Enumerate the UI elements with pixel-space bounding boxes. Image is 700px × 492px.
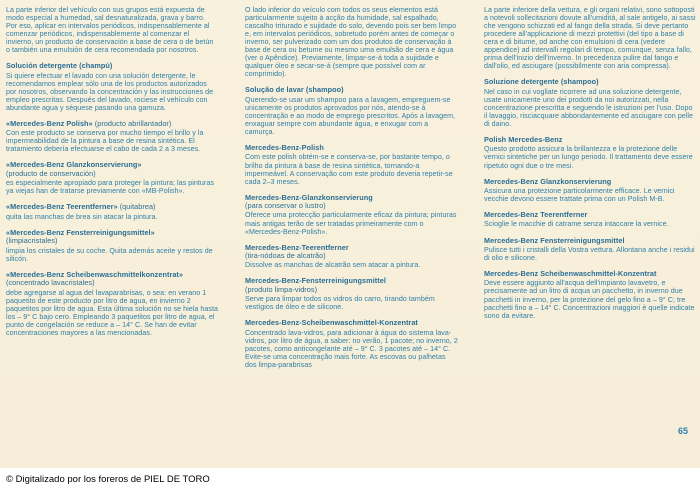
section-heading-subtitle: (produto limpa-vidros) — [245, 284, 318, 294]
section-heading — [484, 237, 697, 245]
section-heading — [484, 211, 697, 219]
page-number: 65 — [677, 426, 688, 436]
section-heading-text: «Mercedes-Benz Fensterreinigungsmittel» — [6, 227, 155, 237]
column-spanish — [6, 6, 218, 343]
section-heading-text: Mercedes-Benz-Teerentferner — [245, 242, 349, 252]
body-paragraph: Con este producto se conserva por mucho tiempo el brillo y la impermeabilidad de la pintura a base de resina sintética. El tratamiento debería efectuarse el cabo de cada 2 a 3 meses. — [6, 129, 204, 154]
section-heading-text: Solución detergente (champú) — [6, 61, 113, 71]
section-heading — [245, 86, 459, 94]
section-heading-text: Polish Mercedes-Benz — [484, 135, 563, 145]
body-paragraph: Serve para limpar todos os vidros do carro, tirando também vestígios de óleo e de silicone. — [245, 295, 435, 312]
section-heading-text: Mercedes-Benz-Polish — [245, 143, 324, 153]
body-paragraph: Scioglie le macchie di catrame senza intaccare la vernice. — [484, 220, 669, 229]
body-paragraph: Nel caso in cui vogliate ricorrere ad una soluzione detergente, usate unicamente uno dei prodotti da noi autorizzati, nella concentrazione prescritta e seguendo le istruzioni per l'uso. Dopo il lavaggio, risciacquare abbondantemente ed asciugare con pelle di daino. — [484, 87, 694, 128]
body-paragraph: Concentrado lava-vidros, para adicionar à água do sistema lava-vidros, por litro de água, a saber: no verão, 1 pacote; no inverno, 2 pacotes, como anticongelante até – 9° C. 3 pacotes até – 14° C. Evite-se uma concentração mais forte. As escovas ou palhetas dos limpa-parabrisas — [245, 328, 458, 369]
body-paragraph: es especialmente apropiado para proteger la pintura; las pinturas ya viejas han de tratarse previamente con «MB-Polish». — [6, 179, 214, 196]
section-heading-text: «Mercedes-Benz Scheibenwaschmittelkonzentrat» — [6, 269, 184, 279]
section-heading-subtitle: (tira-nódoas de alcatrão) — [245, 251, 326, 261]
body-paragraph: Querendo-se usar um shampoo para a lavagem, empreguem-se unicamente os produtos aprovados por nós, atendo-se à concentração e ao modo de emprego prescritos. Após a lavagem, enxaguar sempre com abundante água, e enxugar com a camurça. — [245, 95, 456, 137]
section-heading-subtitle: (producto de conservación) — [6, 168, 96, 178]
body-paragraph: quita las manchas de brea sin atacar la pintura. — [6, 212, 158, 221]
body-paragraph: Questo prodotto assicura la brillantezza e la protezione delle vernici sintetiche per un lungo periodo. Il trattamento deve essere ripetuto ogni due o tre mesi. — [484, 145, 693, 170]
section-heading — [6, 62, 218, 70]
column-portuguese — [245, 6, 459, 375]
section-heading — [245, 319, 459, 327]
section-heading — [484, 78, 697, 86]
column-italian — [484, 6, 697, 326]
body-paragraph: Deve essere aggiunto all'acqua dell'impianto lavavetro, e precisamente ad un litro di acqua un pacchetto, in inverno due pacchetti in inverno, per la protezione del gelo fino a – 9° C; tre pacchetti fino a – 14° C. Concentrazioni maggiori è quelle indicate sono da evitare. — [484, 279, 695, 320]
section-heading-subtitle: (para conservar o lustro) — [245, 201, 326, 211]
section-heading — [245, 194, 459, 211]
section-heading — [245, 244, 459, 261]
section-heading-subtitle: (producto abrillantador) — [92, 118, 172, 128]
section-heading-text: Mercedes-Benz-Fensterreinigungsmittel — [245, 276, 386, 286]
body-paragraph: Com este polish obtém-se e conserva-se, por bastante tempo, o brilho da pintura à base de resina sintética, tornando-a impermeável. A conservação com este produto deveria repetir-se cada 2–3 meses. — [245, 153, 453, 186]
section-heading — [6, 120, 218, 128]
section-heading-text: Mercedes-Benz Teerentferner — [484, 210, 588, 220]
body-paragraph: Dissolve as manchas de alcatrão sem atacar a pintura. — [245, 261, 421, 270]
body-paragraph: Si quiere efectuar el lavado con una solución detergente, le recomendamos emplear sólo una de los productos autorizados por nosotros, observando la concentración y las instrucciones de empleo prescritas. Después del lavado, rociese el vehículo con abundante agua y séquese pasando una gamuza. — [6, 71, 214, 112]
section-heading-subtitle: (limpiacristales) — [6, 236, 58, 246]
body-paragraph: Assicura una protezione particolarmente efficace. Le vernici vecchie devono essere trattate prima con un Polish M-B. — [484, 186, 675, 204]
section-heading — [6, 161, 218, 178]
section-heading-text: Mercedes-Benz-Glanzkonservierung — [245, 192, 373, 202]
section-heading-text: Mercedes-Benz Glanzkonservierung — [484, 176, 612, 186]
section-heading-subtitle: (quitabrea) — [117, 202, 156, 212]
body-paragraph: O lado inferior do veículo com todos os seus elementos está particularmente sujeito à acção da humidade, sal espalhado, cascalho triturado e sujidade do solo, devendo pois ser bem limpo e, em intervalos periódicos, sobretudo porém antes de começar o inverno, ser pulverizado com um dos produtos de conservação à base de cera ou betume ou mesmo uma emulsão de cera e água (ver o Apêndice). Previamente, limpar-se-á toda a sujidade e qualquer óleo e secar-se-á (sempre que possível com ar comprimido). — [245, 6, 457, 79]
section-heading-text: Mercedes-Benz-Scheibenwaschmittel-Konzentrat — [245, 318, 418, 328]
section-heading — [6, 271, 218, 288]
body-paragraph: La parte inferior del vehículo con sus grupos está expuesta de modo especial a humedad, sal desnaturalizada, grava y barro. Por eso, aplicar en intervalos periódicos, indispensablemente al comenzar periódicos, indispensablemente al comenzar el invierno, un producto de conservación a base de cera o de betún o también una emulsión de cera recomendada por nosotros. — [6, 6, 214, 55]
body-paragraph: limpia los cristales de su coche. Quita además aceite y restos de silicón. — [6, 246, 213, 263]
section-heading-text: «Mercedes-Benz Polish» — [6, 118, 93, 128]
body-paragraph: Pulisce tutti i cristalli della Vostra vettura. Allontana anche i residui di olio e silicone. — [484, 245, 695, 262]
section-heading — [6, 203, 218, 211]
section-heading-text: «Mercedes-Benz Glanzkonservierung» — [6, 160, 142, 170]
section-heading — [484, 136, 697, 144]
section-heading-text: Solução de lavar (shampoo) — [245, 85, 344, 95]
body-paragraph: La parte inferiore della vettura, e gli organi relativi, sono sottoposti a notevoli sollecitazioni dovute all'umidità, al sale antigelo, ai sassi che vengono schizzati ed al fango della strada. Si deve pertanto procedere all'applicazione di mezzi protettivi (del tipo a base di cera e di bitume, od anche con emulsioni di cera (vedere appendice) ad intervalli regolari di tempo, comunque, senza fallo, prima dell'inizio dell'inverno. In precedenza pulire dal fango e dall'olio, ed asciugare (possibilmente con aria compressa). — [484, 6, 696, 71]
scan-credit-footer: © Digitalizado por los foreros de PIEL DE TORO — [0, 468, 700, 492]
section-heading — [245, 144, 459, 152]
body-paragraph: debe agregarse al agua del lavaparabrisas, o sea: en verano 1 paquetito de este producto por litro de agua, en invierno 2 paquetitos por litro de agua. Esta última solución no se hiela hasta los – 9° C bajo cero. Empleando 3 paquetitos por litro de agua, el punto de congelación se reduce a – 14° C. Se han de evitar concentraciones mayores a las mencionadas. — [6, 288, 219, 337]
section-heading-text: Soluzione detergente (shampoo) — [484, 77, 599, 87]
section-heading — [484, 178, 697, 186]
section-heading-text: «Mercedes-Benz Teerentferner» — [6, 202, 118, 212]
section-heading — [484, 270, 697, 278]
body-paragraph: Oferece uma protecção particularmente eficaz da pintura; pinturas mais antigas terão de ser tratadas primeiramente com o «Mercedes-Benz-Polish». — [245, 211, 457, 236]
section-heading-subtitle: (concentrado lavacristales) — [6, 278, 95, 288]
section-heading — [6, 229, 218, 246]
section-heading-text: Mercedes-Benz Fensterreinigungsmittel — [484, 235, 625, 245]
section-heading-text: Mercedes-Benz Scheibenwaschmittel-Konzentrat — [484, 269, 657, 279]
section-heading — [245, 277, 459, 294]
